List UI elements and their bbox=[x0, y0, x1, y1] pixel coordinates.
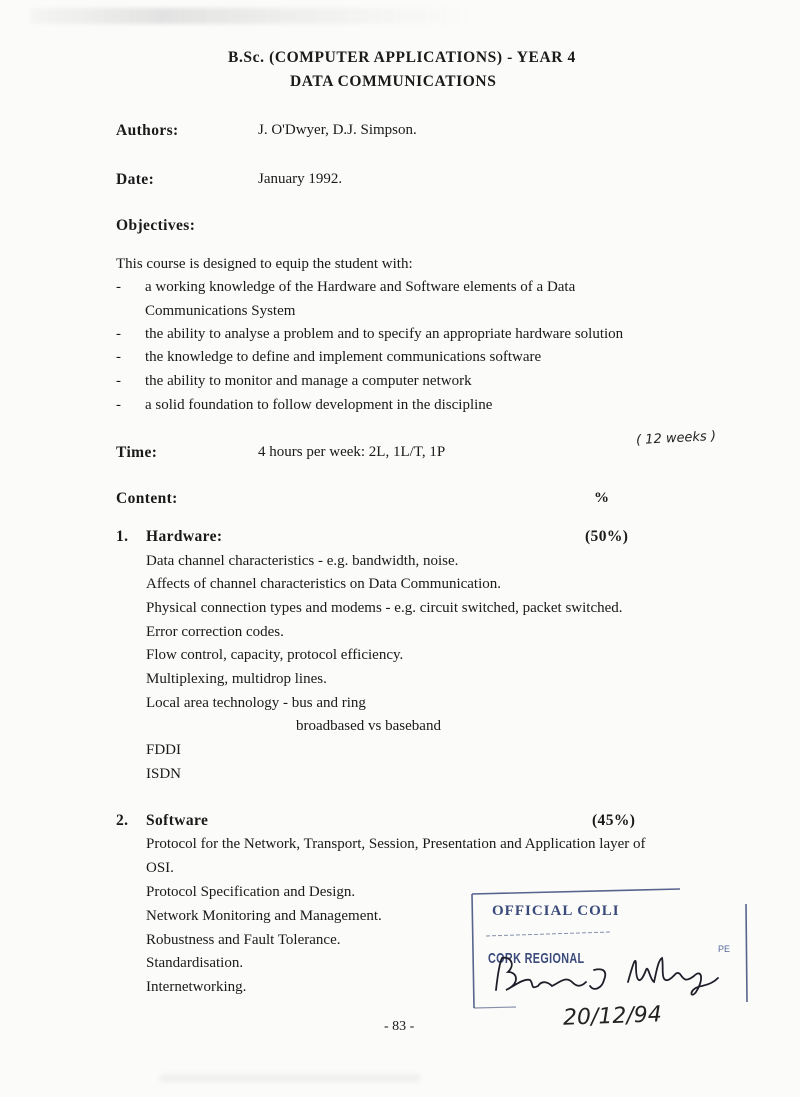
handwritten-signature bbox=[490, 952, 720, 1007]
handwritten-note: ( 12 weeks ) bbox=[635, 428, 717, 449]
topic-line: Protocol for the Network, Transport, Session, Presentation and Application layer of bbox=[146, 836, 646, 852]
page-number: - 83 - bbox=[384, 1019, 415, 1034]
scan-artifact-bottom bbox=[160, 1074, 420, 1082]
stamp-text-official: OFFICIAL COLI bbox=[492, 903, 620, 919]
topic-line: Local area technology - bus and ring bbox=[146, 695, 366, 711]
date-label: Date: bbox=[116, 171, 155, 188]
scan-artifact-top bbox=[30, 8, 470, 24]
stamp-text-fragment: PE bbox=[718, 944, 731, 954]
objective-item: a working knowledge of the Hardware and Software elements of a Data bbox=[145, 279, 576, 295]
course-title: B.Sc. (COMPUTER APPLICATIONS) - YEAR 4 bbox=[228, 49, 576, 66]
time-value: 4 hours per week: 2L, 1L/T, 1P bbox=[258, 444, 446, 460]
topic-line: Error correction codes. bbox=[146, 624, 284, 640]
topic-line: Data channel characteristics - e.g. bandwidth, noise. bbox=[146, 553, 459, 569]
topic-line: Standardisation. bbox=[146, 955, 244, 971]
objective-bullet: - bbox=[116, 349, 121, 365]
topic-line: Robustness and Fault Tolerance. bbox=[146, 932, 341, 948]
objective-item: the knowledge to define and implement communications software bbox=[145, 349, 542, 365]
topic-line: broadbased vs baseband bbox=[296, 718, 441, 734]
topic-line: Affects of channel characteristics on Data Communication. bbox=[146, 576, 502, 592]
percent-header: % bbox=[594, 490, 609, 506]
topic-line: OSI. bbox=[146, 860, 174, 876]
topic-line: Physical connection types and modems - e.g. circuit switched, packet switched. bbox=[146, 600, 623, 616]
objectives-label: Objectives: bbox=[116, 217, 196, 234]
authors-label: Authors: bbox=[116, 122, 179, 139]
objective-bullet: - bbox=[116, 326, 121, 342]
objective-bullet: - bbox=[116, 279, 121, 295]
module-title: DATA COMMUNICATIONS bbox=[290, 73, 497, 90]
topic-line: Network Monitoring and Management. bbox=[146, 908, 382, 924]
handwritten-stamp-date: 20/12/94 bbox=[562, 1002, 663, 1031]
topic-line: Internetworking. bbox=[146, 979, 247, 995]
authors-value: J. O'Dwyer, D.J. Simpson. bbox=[258, 122, 417, 138]
section-title: Hardware: bbox=[146, 528, 223, 545]
section-weight: (50%) bbox=[585, 528, 629, 545]
objective-item: a solid foundation to follow development in the discipline bbox=[145, 397, 493, 413]
objective-item: the ability to analyse a problem and to specify an appropriate hardware solution bbox=[145, 326, 624, 342]
topic-line: Multiplexing, multidrop lines. bbox=[146, 671, 327, 687]
date-value: January 1992. bbox=[258, 171, 343, 187]
section-title: Software bbox=[146, 812, 209, 829]
objectives-intro: This course is designed to equip the student with: bbox=[116, 256, 413, 272]
time-label: Time: bbox=[116, 444, 158, 461]
content-label: Content: bbox=[116, 490, 178, 507]
section-number: 1. bbox=[116, 528, 129, 545]
topic-line: FDDI bbox=[146, 742, 182, 758]
section-number: 2. bbox=[116, 812, 129, 829]
objective-bullet: - bbox=[116, 373, 121, 389]
section-weight: (45%) bbox=[592, 812, 636, 829]
objective-item-continued: Communications System bbox=[145, 303, 296, 319]
stamp-text-college: CORK REGIONAL bbox=[488, 950, 585, 967]
objective-bullet: - bbox=[116, 397, 121, 413]
objective-item: the ability to monitor and manage a computer network bbox=[145, 373, 472, 389]
topic-line: Protocol Specification and Design. bbox=[146, 884, 356, 900]
topic-line: ISDN bbox=[146, 766, 182, 782]
topic-line: Flow control, capacity, protocol efficiency. bbox=[146, 647, 404, 663]
